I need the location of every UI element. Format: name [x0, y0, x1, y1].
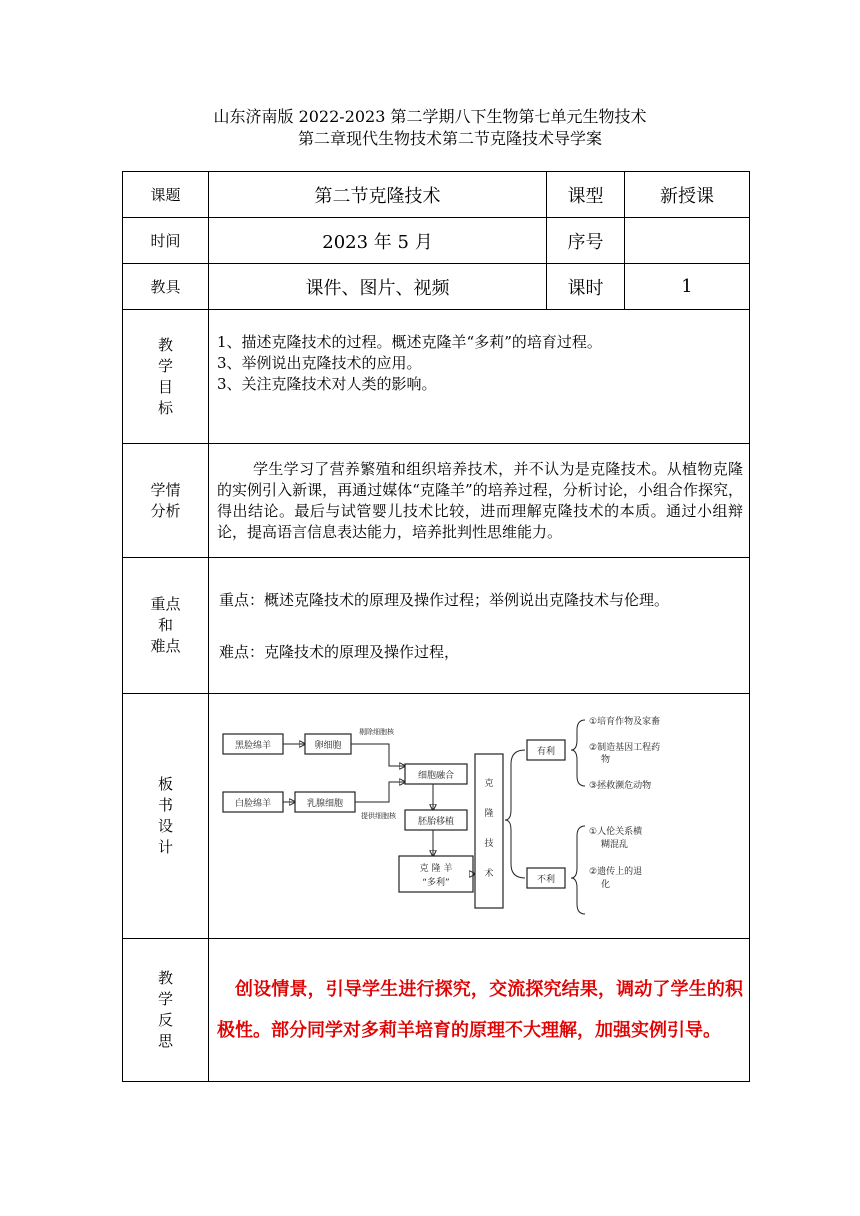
board-design-label: 板 书 设 计 [123, 694, 209, 939]
type-label: 课型 [547, 172, 625, 218]
goal-item: 1、描述克隆技术的过程。概述克隆羊“多莉”的培育过程。 [217, 333, 602, 351]
key-points-label: 重点 和 难点 [123, 558, 209, 694]
difficult-point: 难点：克隆技术的原理及操作过程， [219, 642, 460, 661]
provide-nucleus-text: 提供细胞核 [361, 812, 396, 820]
goals-label: 教 学 目 标 [123, 310, 209, 444]
black-sheep-text: 黑脸绵羊 [234, 741, 272, 751]
topic-label: 课题 [123, 172, 209, 218]
goal-item: 3、关注克隆技术对人类的影响。 [217, 375, 437, 393]
goals-content [209, 310, 750, 444]
dolly-text-line1: 克 隆 羊 [419, 864, 453, 874]
pros-brace [571, 720, 585, 786]
remove-nucleus-text: 剔除细胞核 [359, 728, 394, 736]
reflection-label: 教 学 反 思 [123, 939, 209, 1082]
analysis-content: 学生学习了营养繁殖和组织培养技术，并不认为是克隆技术。从植物克隆的实例引入新课，再通过媒体“克隆羊”的培养过程，分析讨论，小组合作探究，得出结论。最后与试管婴儿技术比较，进而理解克隆技术的本质。通过小组辩论，提高语言信息表达能力，培养批判性思维能力。 [209, 444, 750, 558]
pro-item: 物 [601, 755, 611, 765]
cons-brace [571, 826, 585, 914]
clone-tech-box [475, 754, 503, 908]
reflection-content: 创设情景，引导学生进行探究，交流探究结果，调动了学生的积极性。部分同学对多莉羊培育的原理不大理解，加强实例引导。 [209, 939, 750, 1082]
goal-item: 3、举例说出克隆技术的应用。 [217, 354, 422, 372]
clone-tech-char: 克 [484, 779, 494, 789]
pro-item: ②制造基因工程药 [589, 743, 661, 753]
pro-item: ①培育作物及家畜 [589, 717, 661, 727]
period-label: 课时 [547, 264, 625, 310]
tools-value: 课件、图片、视频 [209, 264, 547, 310]
seq-label: 序号 [547, 218, 625, 264]
cell-fusion-text: 细胞融合 [417, 771, 455, 781]
seq-value [625, 218, 750, 264]
clone-tech-char: 隆 [484, 809, 494, 819]
cons-text: 不利 [536, 875, 556, 885]
key-points-content [209, 558, 750, 694]
doc-title-line1: 山东济南版 2022-2023 第二学期八下生物第七单元生物技术 [213, 107, 647, 126]
white-sheep-text: 白脸绵羊 [234, 799, 272, 809]
lesson-plan-table [122, 171, 750, 1082]
clone-tech-char: 技 [484, 839, 494, 849]
tools-label: 教具 [123, 264, 209, 310]
time-label: 时间 [123, 218, 209, 264]
clone-tech-char: 术 [484, 869, 494, 879]
board-design-cell [209, 694, 750, 939]
doc-title-line2: 第二章现代生物技术第二节克隆技术导学案 [297, 129, 602, 148]
con-item: 化 [601, 880, 611, 890]
con-item: ①人伦关系横 [589, 827, 643, 837]
con-item: ②遗传上的退 [589, 867, 643, 877]
key-point: 重点：概述克隆技术的原理及操作过程；举例说出克隆技术与伦理。 [219, 590, 670, 609]
pros-text: 有利 [536, 747, 556, 757]
pro-item: ③拯救濒危动物 [589, 781, 652, 791]
period-value: 1 [625, 264, 750, 310]
analysis-label: 学情 分析 [123, 444, 209, 558]
embryo-transfer-text: 胚胎移植 [417, 817, 455, 827]
mammary-cell-text: 乳腺细胞 [306, 799, 344, 809]
cloning-process-diagram [209, 694, 749, 934]
topic-value: 第二节克隆技术 [209, 172, 547, 218]
main-brace [505, 750, 525, 878]
dolly-text-line2: “多利” [422, 878, 450, 888]
egg-cell-text: 卵细胞 [314, 741, 342, 751]
con-item: 糊混乱 [601, 840, 629, 850]
time-value: 2023 年 5 月 [209, 218, 547, 264]
type-value: 新授课 [625, 172, 750, 218]
